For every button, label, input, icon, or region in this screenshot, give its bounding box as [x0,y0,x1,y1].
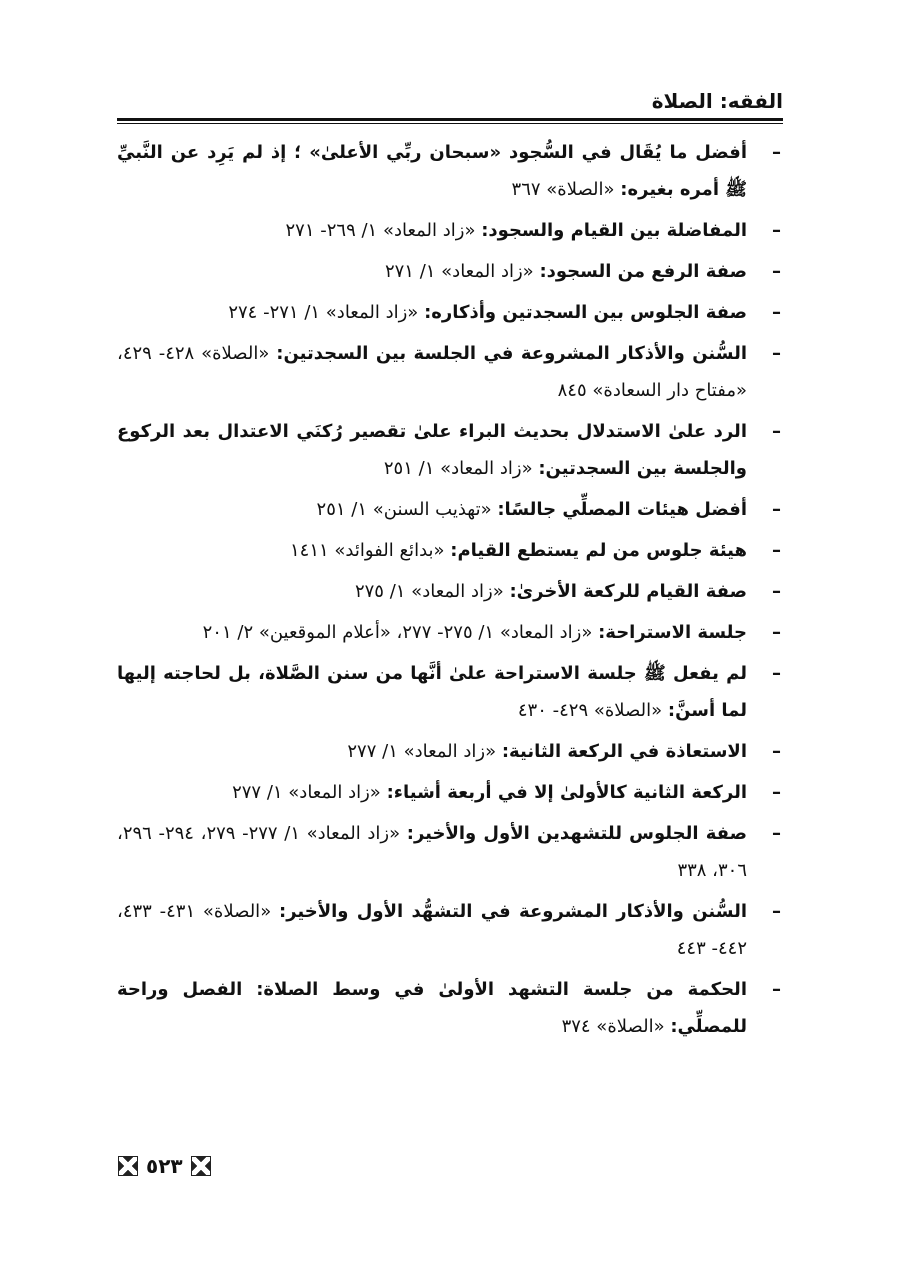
header-rule-thin [117,123,783,124]
entry-topic: المفاضلة بين القيام والسجود: [481,220,747,241]
entry-dash: – [772,220,781,241]
index-entry [117,212,783,249]
entry-dash: – [772,979,781,1000]
entry-dash: – [772,581,781,602]
entry-topic: الاستعاذة في الركعة الثانية: [501,741,747,762]
entry-reference: «زاد المعاد» ١/ ٢٥١ [383,458,533,479]
entry-reference: «الصلاة» ٣٧٤ [561,1016,665,1037]
entry-dash: – [772,663,781,684]
entry-topic: صفة الجلوس بين السجدتين وأذكاره: [424,302,747,323]
entry-topic: هيئة جلوس من لم يستطع القيام: [450,540,747,561]
entry-dash: – [772,622,781,643]
entry-dash: – [772,421,781,442]
entry-reference: «زاد المعاد» ١/ ٢٧٧- ٢٧٩، ٢٩٤- ٢٩٦، ٣٠٦، ٣٣٨ [117,823,747,881]
index-entry [117,815,783,889]
index-entries [117,134,783,1049]
entry-dash: – [772,823,781,844]
entry-reference: «زاد المعاد» ١/ ٢٦٩- ٢٧١ [285,220,476,241]
ornament-icon [191,1156,211,1176]
entry-topic: السُّنن والأذكار المشروعة في التشهُّد الأول والأخير: [279,901,747,922]
index-entry [117,614,783,651]
entry-reference: «زاد المعاد» ١/ ٢٧٥- ٢٧٧، «أعلام الموقعين» ٢/ ٢٠١ [202,622,593,643]
index-entry [117,294,783,331]
entry-dash: – [772,343,781,364]
index-entry [117,134,783,208]
entry-reference: «بدائع الفوائد» ١٤١١ [290,540,445,561]
entry-dash: – [772,142,781,163]
entry-topic: أفضل ما يُقَال في السُّجود «سبحان ربِّي الأعلىٰ» ؛ إذ لم يَرِد عن النَّبيِّ ﷺ أمره بغيره: [117,142,747,200]
entry-topic: صفة الرفع من السجود: [539,261,747,282]
running-header [117,86,783,120]
entry-dash: – [772,261,781,282]
entry-dash: – [772,741,781,762]
entry-reference: «زاد المعاد» ١/ ٢٧٧ [232,782,381,803]
index-entry [117,655,783,729]
entry-reference: «تهذيب السنن» ١/ ٢٥١ [316,499,492,520]
ornament-icon [118,1156,138,1176]
index-entry [117,532,783,569]
entry-reference: «الصلاة» ٤٢٨- ٤٢٩، «مفتاح دار السعادة» ٨٤٥ [117,343,747,401]
entry-reference: «الصلاة» ٣٦٧ [511,179,615,200]
index-entry [117,893,783,967]
entry-dash: – [772,901,781,922]
entry-reference: «زاد المعاد» ١/ ٢٧٧ [347,741,497,762]
entry-dash: – [772,302,781,323]
entry-reference: «زاد المعاد» ١/ ٢٧٥ [354,581,504,602]
entry-reference: «الصلاة» ٤٣١- ٤٣٣، ٤٤٢- ٤٤٣ [117,901,747,959]
page-footer [118,1148,211,1184]
entry-topic: أفضل هيئات المصلِّي جالسًا: [497,499,747,520]
page-number: ٥٢٣ [146,1154,183,1178]
entry-dash: – [772,499,781,520]
index-entry [117,253,783,290]
index-entry [117,774,783,811]
entry-reference: «الصلاة» ٤٢٩- ٤٣٠ [517,700,663,721]
entry-reference: «زاد المعاد» ١/ ٢٧١- ٢٧٤ [228,302,419,323]
index-entry [117,733,783,770]
index-entry [117,335,783,409]
index-entry [117,573,783,610]
entry-topic: لم يفعل ﷺ جلسة الاستراحة علىٰ أنَّها من سنن الصَّلاة، بل لحاجته إليها لما أسنَّ: [117,663,747,721]
index-entry [117,413,783,487]
header-rule-thick [117,118,783,121]
entry-topic: الحكمة من جلسة التشهد الأولىٰ في وسط الصلاة: الفصل وراحة للمصلِّي: [117,979,747,1037]
entry-topic: الركعة الثانية كالأولىٰ إلا في أربعة أشياء: [386,782,747,803]
entry-dash: – [772,782,781,803]
index-entry [117,491,783,528]
entry-topic: صفة الجلوس للتشهدين الأول والأخير: [406,823,747,844]
entry-topic: السُّنن والأذكار المشروعة في الجلسة بين السجدتين: [276,343,747,364]
entry-reference: «زاد المعاد» ١/ ٢٧١ [384,261,534,282]
entry-topic: جلسة الاستراحة: [598,622,747,643]
entry-dash: – [772,540,781,561]
header-title: الفقه: الصلاة [651,89,783,113]
entry-topic: صفة القيام للركعة الأخرىٰ: [509,581,747,602]
index-entry [117,971,783,1045]
entry-topic: الرد علىٰ الاستدلال بحديث البراء علىٰ تقصير رُكنَي الاعتدال بعد الركوع والجلسة بين السجدتين: [117,421,747,479]
